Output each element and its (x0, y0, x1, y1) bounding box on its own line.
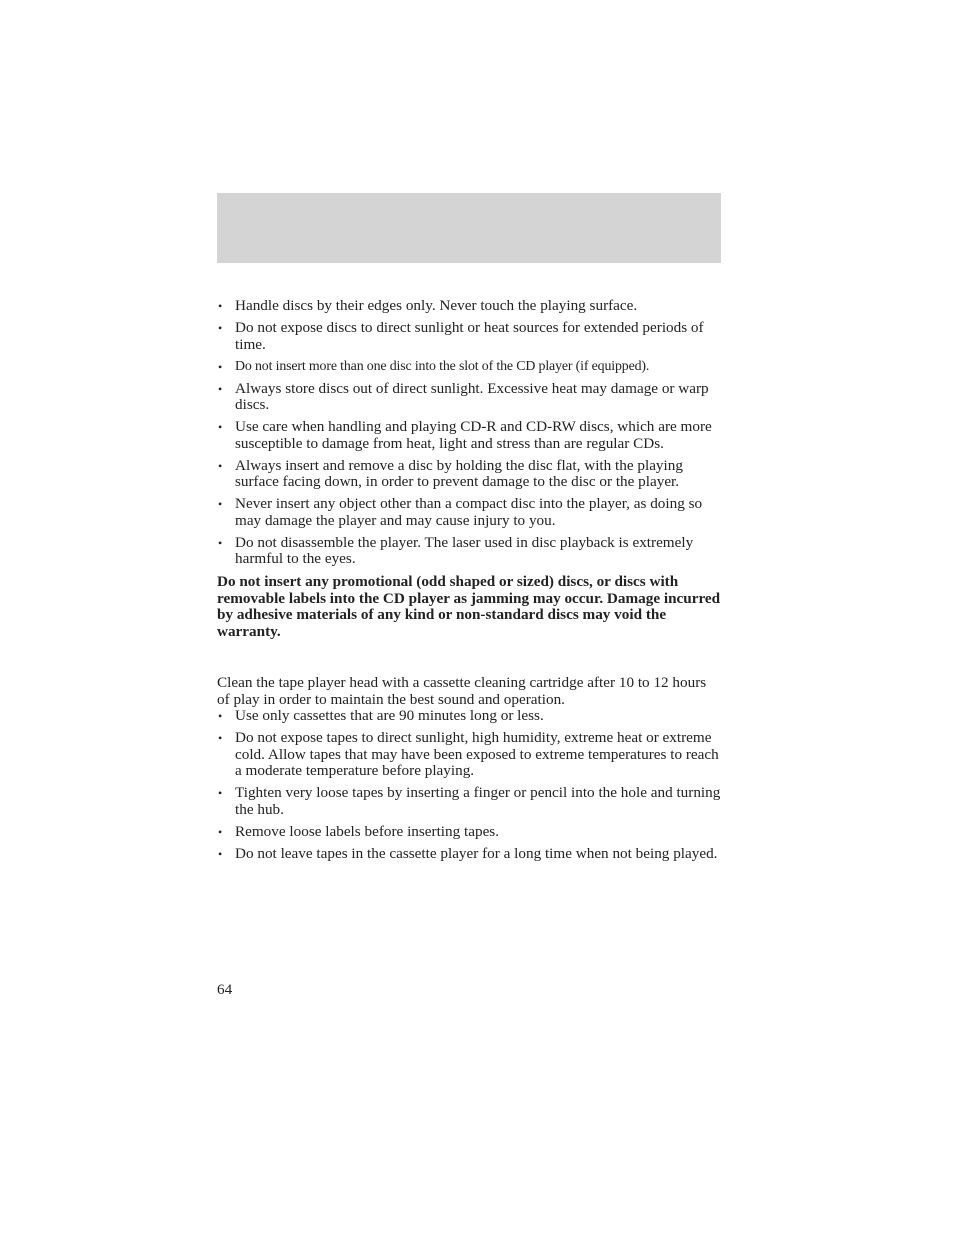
list-item-text: Do not expose tapes to direct sunlight, high humidity, extreme heat or extreme cold. Allow tapes that may have been exposed to extreme temperatures to reach a moderate temperature before playing. (235, 729, 719, 779)
bullet-icon: • (218, 458, 223, 473)
list-item-text: Do not insert more than one disc into the slot of the CD player (if equipped). (235, 358, 650, 374)
list-item (217, 824, 722, 841)
list-item-text: Tighten very loose tapes by inserting a finger or pencil into the hole and turning the hub. (235, 784, 721, 818)
list-item-text: Always store discs out of direct sunlight. Excessive heat may damage or warp discs. (235, 379, 709, 413)
list-item (217, 730, 722, 780)
bullet-icon: • (218, 420, 223, 434)
section-header-band (217, 193, 721, 263)
list-item (217, 359, 722, 376)
bullet-icon: • (218, 321, 223, 335)
bullet-icon: • (218, 846, 223, 861)
page-content (217, 298, 722, 868)
list-item (217, 535, 722, 568)
list-item (217, 846, 722, 863)
page-number: 64 (217, 981, 233, 998)
list-item-text: Handle discs by their edges only. Never touch the playing surface. (235, 297, 638, 314)
bullet-icon: • (218, 381, 223, 396)
bullet-icon: • (218, 497, 223, 511)
list-item-text: Do not disassemble the player. The laser used in disc playback is extremely harmful to the eyes. (235, 533, 694, 567)
list-item (217, 298, 722, 315)
list-item-text: Remove loose labels before inserting tapes. (235, 822, 500, 840)
tape-care-list (217, 708, 722, 862)
bullet-icon: • (218, 731, 223, 745)
bullet-icon: • (218, 824, 223, 839)
list-item (217, 320, 722, 353)
tape-cleaning-paragraph: Clean the tape player head with a cassette cleaning cartridge after 10 to 12 hours of play in order to maintain the best sound and operation. (217, 674, 707, 708)
list-item-text: Never insert any object other than a compact disc into the player, as doing so may damage the player and may cause injury to you. (235, 495, 703, 529)
list-item (217, 458, 722, 491)
list-item (217, 708, 722, 725)
list-item-text: Do not expose discs to direct sunlight or heat sources for extended periods of time. (235, 319, 704, 353)
list-item-text: Do not leave tapes in the cassette player for a long time when not being played. (235, 844, 718, 862)
bullet-icon: • (218, 299, 223, 313)
list-item (217, 496, 722, 529)
cd-warning-text: Do not insert any promotional (odd shaped or sized) discs, or discs with removable labels into the CD player as jamming may occur. Damage incurred by adhesive materials of any kind or non-standard discs may void the warranty. (217, 573, 721, 640)
list-item (217, 419, 722, 452)
bullet-icon: • (218, 786, 223, 800)
bullet-icon: • (218, 709, 223, 723)
list-item-text: Always insert and remove a disc by holding the disc flat, with the playing surface facing down, in order to prevent damage to the disc or the player. (235, 456, 683, 490)
list-item-text: Use only cassettes that are 90 minutes long or less. (235, 707, 544, 724)
bullet-icon: • (218, 359, 223, 374)
cd-care-list (217, 298, 722, 568)
list-item (217, 381, 722, 414)
list-item (217, 785, 722, 818)
bullet-icon: • (218, 535, 223, 550)
list-item-text: Use care when handling and playing CD-R and CD-RW discs, which are more susceptible to damage from heat, light and stress than are regular CDs. (235, 418, 712, 452)
